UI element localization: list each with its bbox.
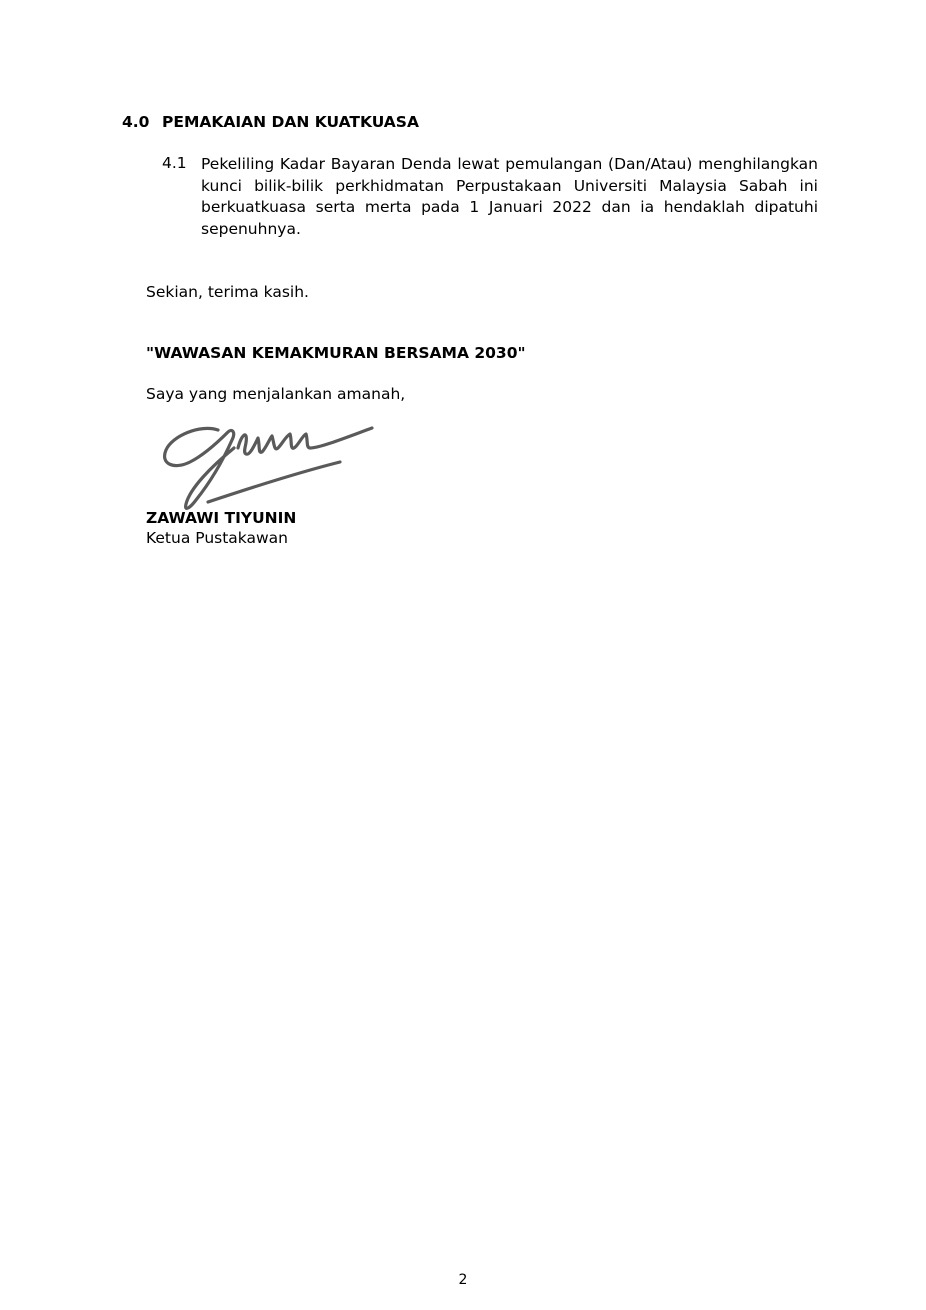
- trust-line: Saya yang menjalankan amanah,: [146, 385, 406, 403]
- section-number: 4.0: [122, 113, 150, 131]
- clause-number: 4.1: [162, 154, 187, 172]
- clause-4-1: [162, 154, 818, 240]
- signer-title: Ketua Pustakawan: [146, 529, 289, 547]
- motto: "WAWASAN KEMAKMURAN BERSAMA 2030": [146, 344, 526, 362]
- page-number: 2: [458, 1272, 468, 1288]
- clause-text: Pekeliling Kadar Bayaran Denda lewat pemulangan (Dan/Atau) menghilangkan kunci bilik-bilik perkhidmatan Perpustakaan Universiti Malaysia Sabah ini berkuatkuasa serta merta pada 1 Januari 2022 dan ia hendaklah dipatuhi sepenuhnya.: [201, 155, 818, 238]
- section-heading: [122, 113, 419, 131]
- section-title: PEMAKAIAN DAN KUATKUASA: [162, 113, 419, 131]
- signer-name: ZAWAWI TIYUNIN: [146, 509, 297, 527]
- signature-image: [160, 418, 380, 518]
- closing-line: Sekian, terima kasih.: [146, 283, 309, 301]
